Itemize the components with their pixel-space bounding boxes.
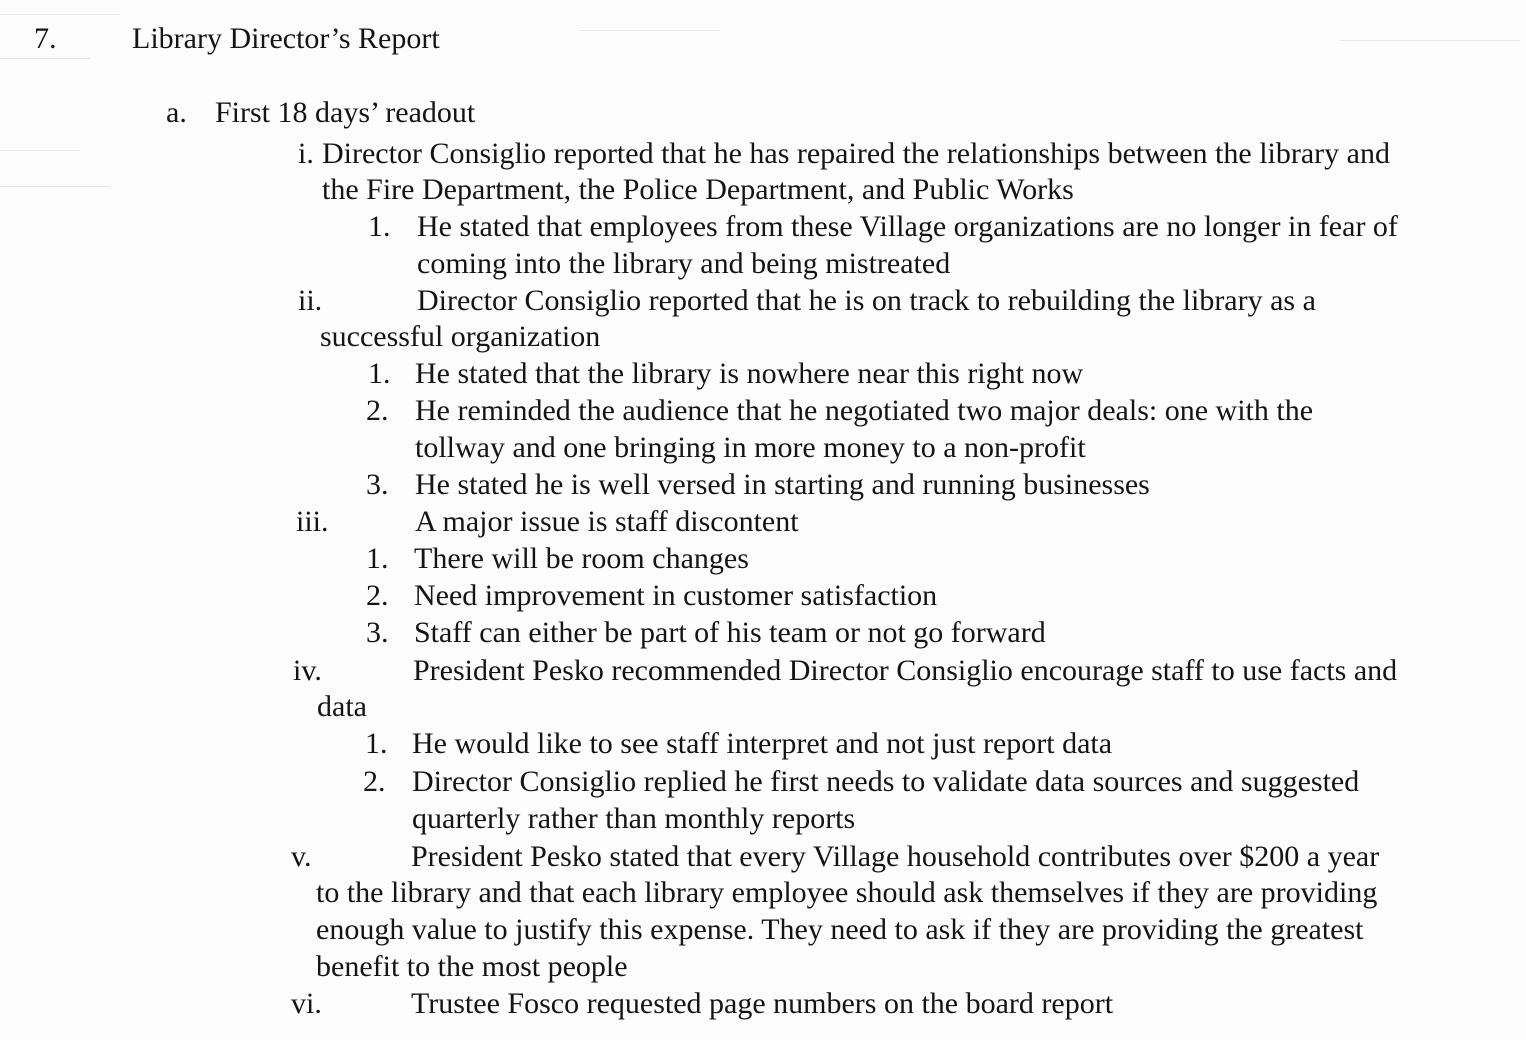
item-iii-marker: iii. — [296, 505, 329, 538]
item-iii-sub-2-marker: 2. — [366, 579, 389, 612]
scan-artifact — [0, 186, 110, 187]
item-ii-text-cont: successful organization — [320, 320, 601, 353]
section-number: 7. — [34, 22, 57, 55]
item-iv-sub-1-text: He would like to see staff interpret and not just report data — [412, 727, 1113, 760]
item-ii-sub-2-text: He reminded the audience that he negotiated two major deals: one with the — [415, 394, 1314, 427]
item-v-marker: v. — [291, 840, 312, 873]
item-iv-marker: iv. — [293, 654, 322, 687]
item-iv-text: President Pesko recommended Director Consiglio encourage staff to use facts and — [413, 654, 1398, 687]
item-ii-sub-1-text: He stated that the library is nowhere near this right now — [415, 357, 1084, 390]
item-ii-sub-3-text: He stated he is well versed in starting and running businesses — [415, 468, 1150, 501]
item-iv-sub-1-marker: 1. — [365, 727, 388, 760]
item-iii-sub-2-text: Need improvement in customer satisfaction — [414, 579, 938, 612]
item-i-text: Director Consiglio reported that he has repaired the relationships between the library and — [322, 137, 1390, 170]
item-ii-sub-2-marker: 2. — [366, 394, 389, 427]
scan-artifact — [1340, 40, 1520, 41]
item-iii-sub-3-text: Staff can either be part of his team or not go forward — [414, 616, 1046, 649]
item-ii-sub-2-text-cont: tollway and one bringing in more money to a non-profit — [415, 431, 1086, 464]
item-iv-sub-2-text-cont: quarterly rather than monthly reports — [412, 802, 856, 835]
item-i-sub-1-text-cont: coming into the library and being mistreated — [417, 247, 951, 280]
item-v-text-cont-3: benefit to the most people — [316, 950, 628, 983]
scan-artifact — [0, 150, 80, 151]
item-iii-sub-1-marker: 1. — [366, 542, 389, 575]
item-ii-text: Director Consiglio reported that he is on track to rebuilding the library as a — [417, 284, 1316, 317]
item-ii-sub-3-marker: 3. — [366, 468, 389, 501]
item-ii-sub-1-marker: 1. — [368, 357, 391, 390]
item-v-text: President Pesko stated that every Village household contributes over $200 a year — [411, 840, 1380, 873]
subsection-marker: a. — [166, 96, 187, 129]
item-i-text-cont: the Fire Department, the Police Department, and Public Works — [322, 173, 1074, 206]
item-iv-sub-2-marker: 2. — [363, 765, 386, 798]
item-iii-sub-3-marker: 3. — [366, 616, 389, 649]
item-i-marker: i. — [298, 137, 314, 170]
section-title: Library Director’s Report — [132, 22, 440, 55]
item-iv-text-cont: data — [317, 690, 367, 723]
item-vi-text: Trustee Fosco requested page numbers on the board report — [411, 987, 1114, 1020]
item-i-sub-1-text: He stated that employees from these Village organizations are no longer in fear of — [417, 210, 1398, 243]
item-iii-sub-1-text: There will be room changes — [414, 542, 749, 575]
item-v-text-cont-2: enough value to justify this expense. They need to ask if they are providing the greatest — [316, 913, 1364, 946]
item-vi-marker: vi. — [291, 987, 322, 1020]
item-v-text-cont-1: to the library and that each library employee should ask themselves if they are providing — [316, 876, 1378, 909]
scan-artifact — [0, 14, 120, 15]
subsection-title: First 18 days’ readout — [215, 96, 476, 129]
item-iv-sub-2-text: Director Consiglio replied he first needs to validate data sources and suggested — [412, 765, 1360, 798]
item-ii-marker: ii. — [298, 284, 323, 317]
item-i-sub-1-marker: 1. — [368, 210, 391, 243]
item-iii-text: A major issue is staff discontent — [415, 505, 799, 538]
scan-artifact — [0, 58, 90, 59]
scan-artifact — [580, 30, 720, 31]
